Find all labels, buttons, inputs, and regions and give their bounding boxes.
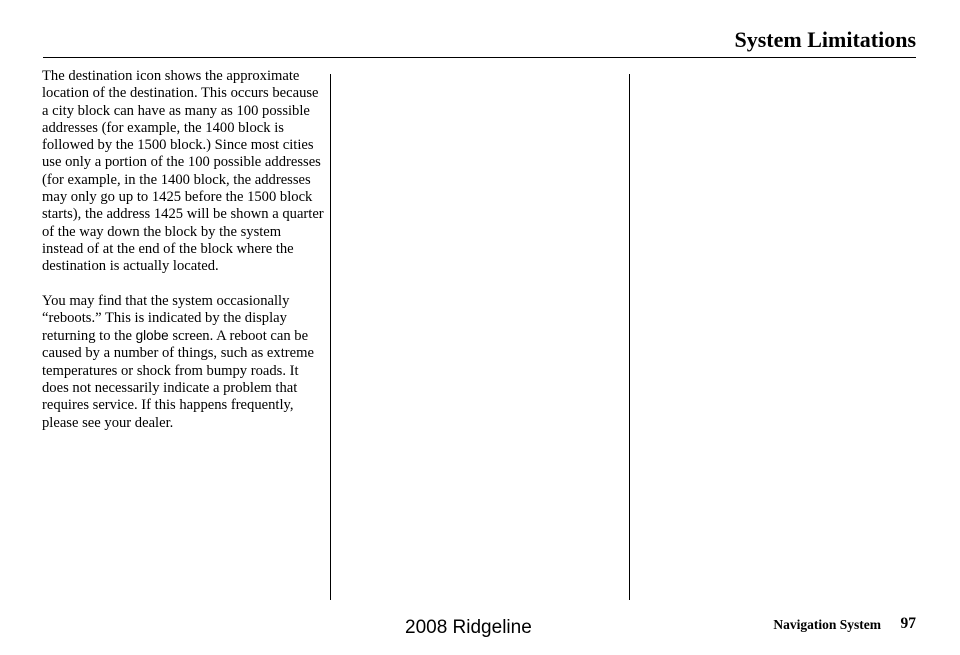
column-divider-right (629, 74, 630, 600)
globe-screen-term: globe (135, 328, 169, 344)
page-number: 97 (900, 615, 916, 632)
body-column (42, 68, 326, 449)
paragraph-destination-icon: The destination icon shows the approximate location of the destination. This occurs because a city block can have as many as 100 possible addresses (for example, the 1400 block is followed by the 1500 block.) Since most cities use only a portion of the 100 possible addresses (for example, in the 1400 block, the addresses may only go up to 1425 before the 1500 block starts), the address 1425 will be shown a quarter of the way down the block by the system instead of at the end of the block where the destination is actually located. (42, 68, 324, 275)
column-divider-left (330, 74, 331, 600)
paragraph-reboots (42, 293, 326, 432)
footer-section-title: Navigation System (773, 617, 881, 632)
page-title: System Limitations (734, 27, 916, 52)
header-divider (43, 57, 916, 58)
watermark-text: 2008 Ridgeline (405, 617, 532, 638)
paragraph-reboots-text-start: You may find that the system occasionally “reboots.” This is indicated by the display returning to the (42, 292, 290, 345)
paragraph-reboots-text-end: screen. A reboot can be caused by a number of things, such as extreme temperatures or shock from bumpy roads. It does not necessarily indicate a problem that requires service. If this happens frequently, please see your dealer. (42, 328, 314, 431)
